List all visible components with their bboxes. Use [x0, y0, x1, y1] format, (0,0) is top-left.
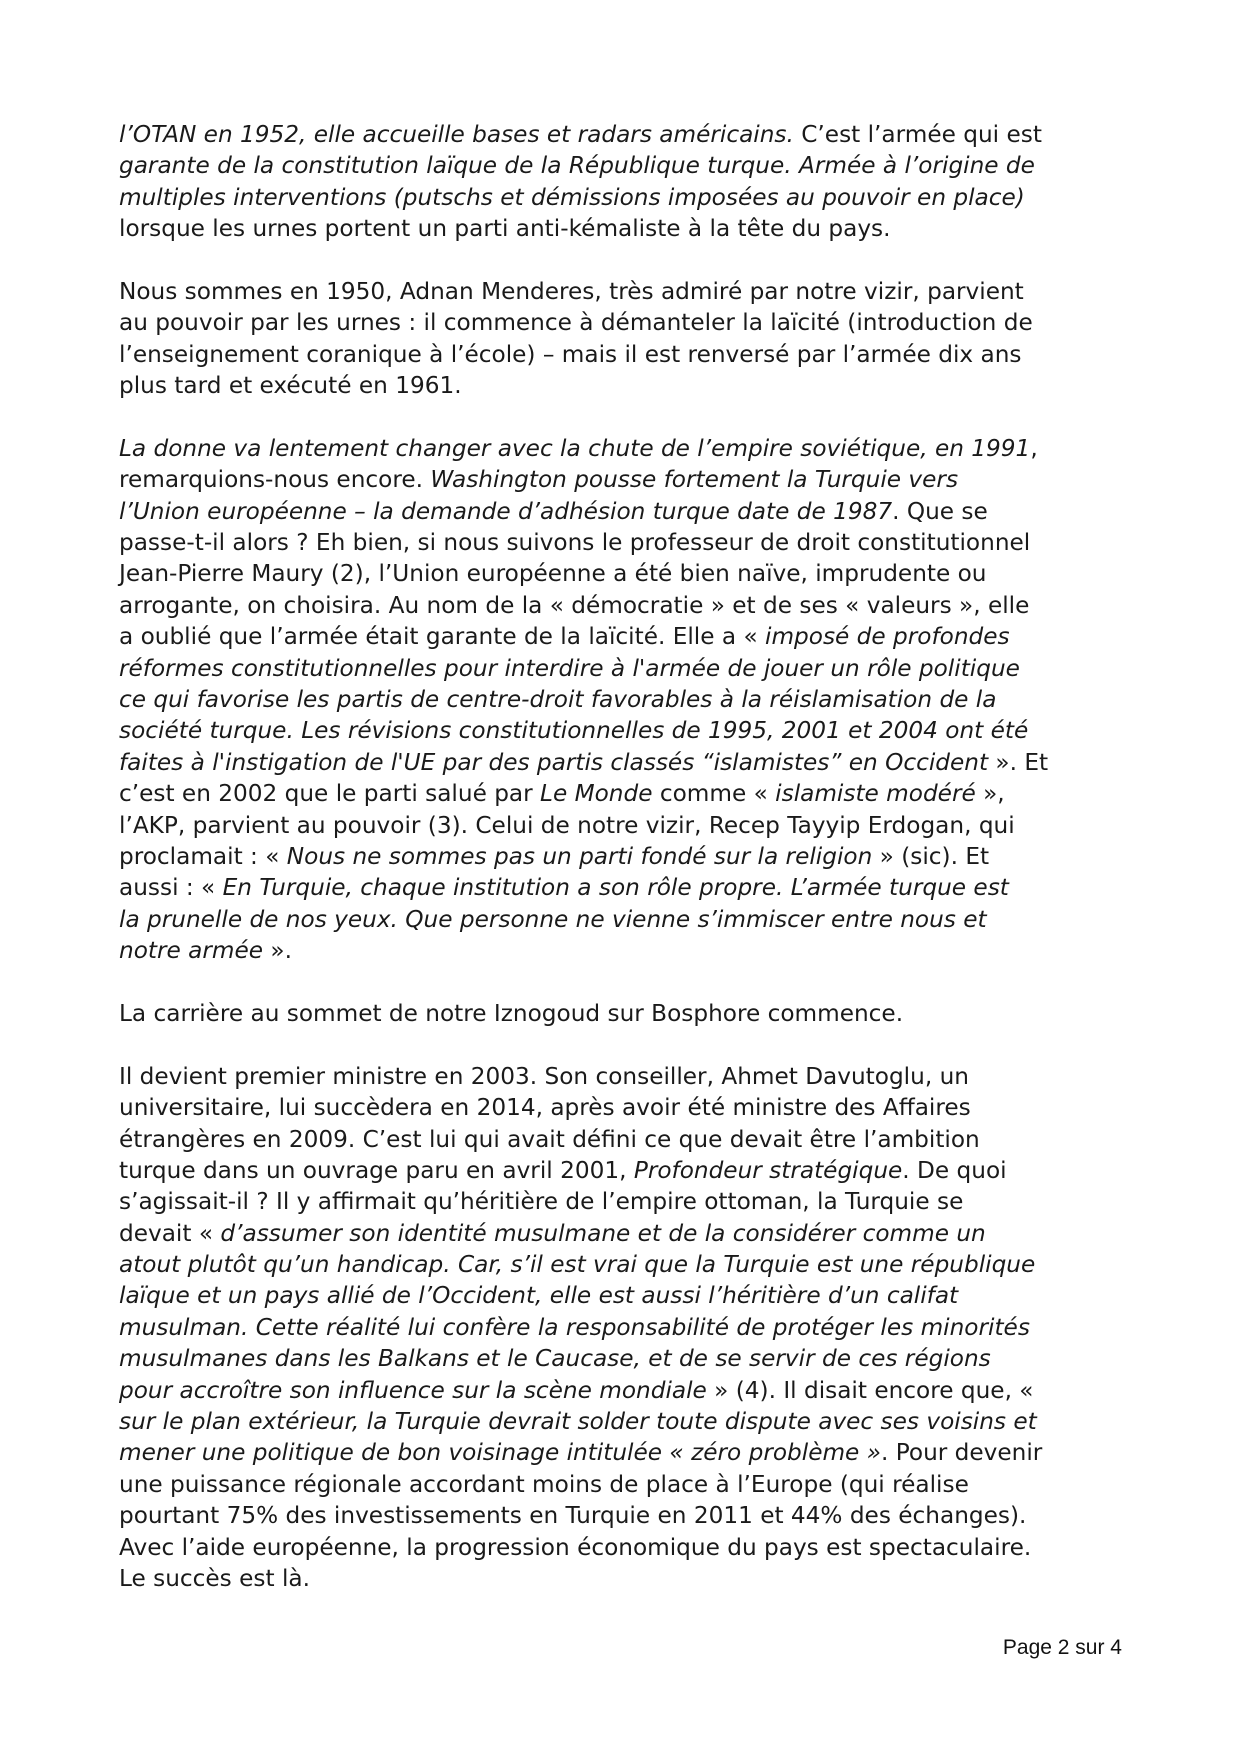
text: Il devient premier ministre en 2003. Son conseiller, Ahmet Davutoglu, un — [119, 1062, 969, 1090]
text: l’enseignement coranique à l’école) – mais il est renversé par l’armée dix ans — [119, 340, 1022, 368]
text-line — [119, 1500, 1119, 1531]
text: », — [975, 780, 1005, 808]
italic-text: faites à l'instigation de l'UE par des partis classés “islamistes” en Occident — [119, 748, 989, 776]
text: s’agissait-il ? Il y affirmait qu’héritière de l’empire ottoman, la Turquie se — [119, 1188, 964, 1216]
italic-text: La donne va lentement changer avec la chute de l’empire soviétique, en 1991 — [119, 434, 1031, 462]
text: ». — [263, 937, 292, 965]
text: turque dans un ouvrage paru en avril 2001, — [119, 1156, 634, 1184]
text: arrogante, on choisira. Au nom de la « démocratie » et de ses « valeurs », elle — [119, 591, 1030, 619]
text-line — [119, 778, 1119, 809]
text-line — [119, 1343, 1119, 1374]
text: aussi : « — [119, 874, 223, 902]
text-line — [119, 1124, 1119, 1155]
text-line — [119, 590, 1119, 621]
text-line — [119, 935, 1119, 966]
text-line — [119, 527, 1119, 558]
text-line — [119, 1469, 1119, 1500]
italic-text: garante de la constitution laïque de la République turque. Armée à l’origine de — [119, 152, 1035, 180]
text-line — [119, 841, 1119, 872]
text-line — [119, 150, 1119, 181]
text-line — [119, 339, 1119, 370]
text: ». Et — [988, 748, 1049, 776]
text-line — [119, 370, 1119, 401]
text: . Pour devenir — [881, 1439, 1043, 1467]
text-line — [119, 433, 1119, 464]
paragraph-gap — [119, 967, 1119, 998]
paragraph — [119, 433, 1119, 967]
italic-text: En Turquie, chaque institution a son rôle propre. L’armée turque est — [222, 874, 1009, 902]
text: Le succès est là. — [119, 1564, 310, 1592]
text-line — [119, 653, 1119, 684]
italic-text: Washington pousse fortement la Turquie vers — [430, 466, 959, 494]
page-number: Page 2 sur 4 — [1002, 1636, 1122, 1659]
paragraph — [119, 119, 1119, 245]
italic-text: islamiste modéré — [775, 780, 976, 808]
text-line — [119, 998, 1119, 1029]
text-line — [119, 1061, 1119, 1092]
text-line — [119, 810, 1119, 841]
text-line — [119, 1312, 1119, 1343]
text-line — [119, 1406, 1119, 1437]
italic-text: notre armée — [119, 937, 264, 965]
italic-text: ce qui favorise les partis de centre-droit favorables à la réislamisation de la — [119, 686, 997, 714]
text: pourtant 75% des investissements en Turquie en 2011 et 44% des échanges). — [119, 1502, 1027, 1530]
text: l’AKP, parvient au pouvoir (3). Celui de notre vizir, Recep Tayyip Erdogan, qui — [119, 811, 1015, 839]
text: plus tard et exécuté en 1961. — [119, 372, 462, 400]
italic-text: multiples interventions (putschs et démissions imposées au pouvoir en place) — [119, 183, 1025, 211]
text-line — [119, 747, 1119, 778]
text: Avec l’aide européenne, la progression économique du pays est spectaculaire. — [119, 1533, 1032, 1561]
text-line — [119, 1280, 1119, 1311]
text: c’est en 2002 que le parti salué par — [119, 780, 541, 808]
text: La carrière au sommet de notre Iznogoud sur Bosphore commence. — [119, 999, 904, 1027]
italic-text: laïque et un pays allié de l’Occident, elle est aussi l’héritière d’un califat — [119, 1282, 959, 1310]
italic-text: imposé de profondes — [765, 623, 1010, 651]
text-line — [119, 464, 1119, 495]
text-line — [119, 558, 1119, 589]
text: Nous sommes en 1950, Adnan Menderes, très admiré par notre vizir, parvient — [119, 277, 1024, 305]
italic-text: réformes constitutionnelles pour interdire à l'armée de jouer un rôle politique — [119, 654, 1020, 682]
text: , — [1030, 434, 1038, 462]
paragraph-gap — [119, 1029, 1119, 1060]
italic-text: l’OTAN en 1952, elle accueille bases et radars américains. — [119, 121, 794, 148]
text: . De quoi — [902, 1156, 1007, 1184]
text-line — [119, 1532, 1119, 1563]
text: une puissance régionale accordant moins de place à l’Europe (qui réalise — [119, 1470, 969, 1498]
paragraph — [119, 1061, 1119, 1595]
italic-text: Profondeur stratégique — [633, 1156, 903, 1184]
paragraph-gap — [119, 245, 1119, 276]
italic-text: atout plutôt qu’un handicap. Car, s’il est vrai que la Turquie est une république — [119, 1251, 1036, 1279]
text: au pouvoir par les urnes : il commence à démanteler la laïcité (introduction de — [119, 309, 1033, 337]
text: passe-t-il alors ? Eh bien, si nous suivons le professeur de droit constitutionnel — [119, 529, 1031, 557]
text-line — [119, 904, 1119, 935]
text-line — [119, 1092, 1119, 1123]
text-line — [119, 182, 1119, 213]
text-line — [119, 872, 1119, 903]
paragraph-gap — [119, 402, 1119, 433]
text-line — [119, 715, 1119, 746]
italic-text: sur le plan extérieur, la Turquie devrait solder toute dispute avec ses voisins et — [119, 1408, 1037, 1436]
text-line — [119, 119, 1119, 150]
text-line — [119, 1375, 1119, 1406]
text-line — [119, 213, 1119, 244]
text-line — [119, 276, 1119, 307]
text-line — [119, 1186, 1119, 1217]
text: comme « — [652, 780, 776, 808]
italic-text: pour accroître son influence sur la scène mondiale — [119, 1376, 707, 1404]
text-line — [119, 684, 1119, 715]
italic-text: Nous ne sommes pas un parti fondé sur la religion — [286, 842, 873, 870]
text-line — [119, 496, 1119, 527]
text: a oublié que l’armée était garante de la laïcité. Elle a « — [119, 623, 766, 651]
text-line — [119, 1155, 1119, 1186]
italic-text: société turque. Les révisions constitutionnelles de 1995, 2001 et 2004 ont été — [119, 717, 1029, 745]
italic-text: Le Monde — [540, 780, 653, 808]
text: . Que se — [892, 497, 988, 525]
text-line — [119, 1218, 1119, 1249]
text: » (4). Il disait encore que, « — [706, 1376, 1034, 1404]
text: C’est l’armée qui est — [793, 121, 1042, 148]
text-line — [119, 621, 1119, 652]
document-body — [119, 119, 1119, 1594]
text-line — [119, 307, 1119, 338]
paragraph — [119, 276, 1119, 402]
text: Jean-Pierre Maury (2), l’Union européenne a été bien naïve, imprudente ou — [119, 560, 987, 588]
italic-text: la prunelle de nos yeux. Que personne ne vienne s’immiscer entre nous et — [119, 905, 987, 933]
text-line — [119, 1249, 1119, 1280]
text: étrangères en 2009. C’est lui qui avait défini ce que devait être l’ambition — [119, 1125, 980, 1153]
text-line — [119, 1437, 1119, 1468]
text: remarquions-nous encore. — [119, 466, 431, 494]
italic-text: musulman. Cette réalité lui confère la responsabilité de protéger les minorités — [119, 1313, 1030, 1341]
italic-text: musulmanes dans les Balkans et le Caucase, et de se servir de ces régions — [119, 1345, 991, 1373]
paragraph — [119, 998, 1119, 1029]
text: » (sic). Et — [872, 842, 990, 870]
text: universitaire, lui succèdera en 2014, après avoir été ministre des Affaires — [119, 1094, 971, 1122]
text: devait « — [119, 1219, 221, 1247]
text-line — [119, 1563, 1119, 1594]
italic-text: d’assumer son identité musulmane et de la considérer comme un — [220, 1219, 986, 1247]
italic-text: mener une politique de bon voisinage intitulée « zéro problème » — [119, 1439, 881, 1467]
text: proclamait : « — [119, 842, 287, 870]
italic-text: l’Union européenne – la demande d’adhésion turque date de 1987 — [119, 497, 893, 525]
text: lorsque les urnes portent un parti anti-kémaliste à la tête du pays. — [119, 215, 891, 243]
